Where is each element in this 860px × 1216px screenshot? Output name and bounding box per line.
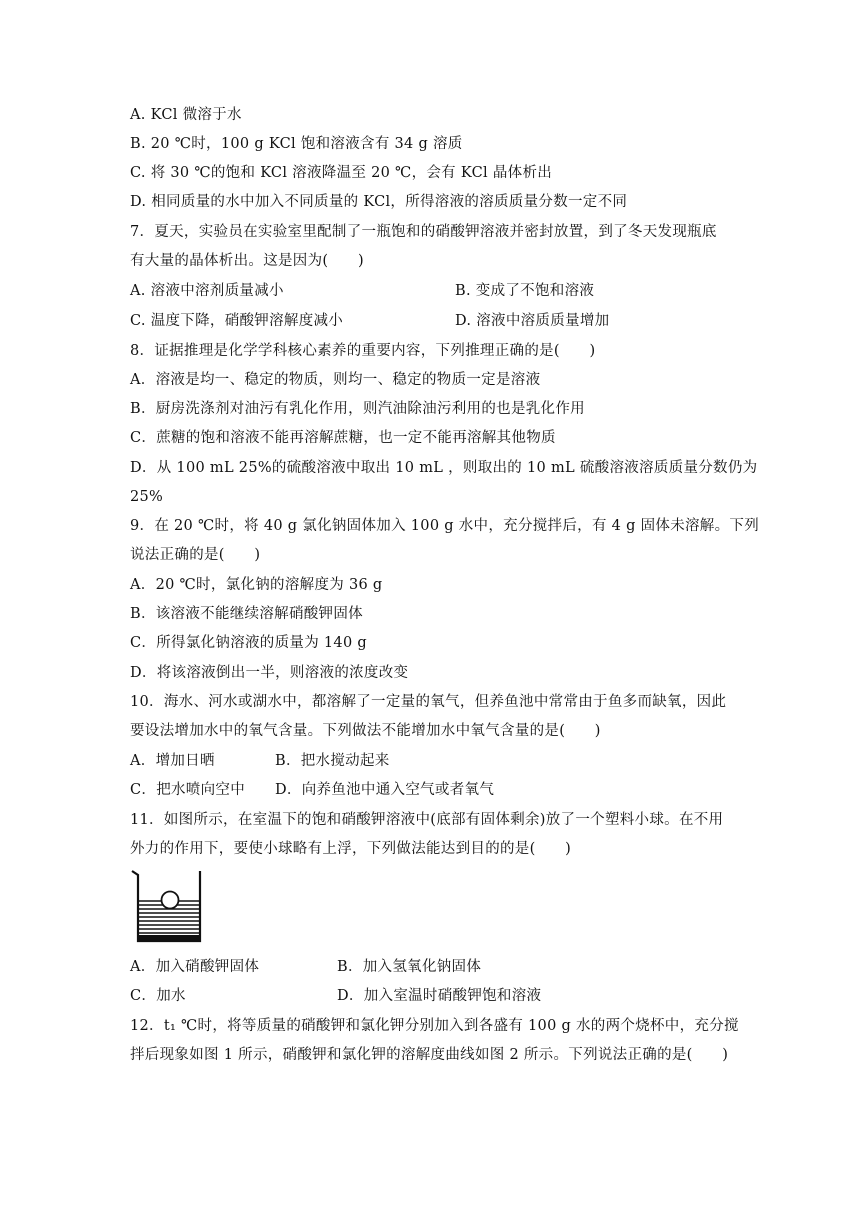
- q8-option-a: A．溶液是均一、稳定的物质，则均一、稳定的物质一定是溶液: [130, 372, 541, 388]
- q11-option-c: C．加水: [130, 988, 186, 1004]
- q11-stem-line1: 11．如图所示，在室温下的饱和硝酸钾溶液中(底部有固体剩余)放了一个塑料小球。在不用: [130, 812, 724, 828]
- plastic-ball: [162, 892, 179, 909]
- q7-option-d: D. 溶液中溶质质量增加: [455, 313, 610, 329]
- q11-stem-line2: 外力的作用下，要使小球略有上浮，下列做法能达到目的的是( ): [130, 841, 572, 857]
- q7-option-b: B. 变成了不饱和溶液: [455, 283, 595, 299]
- q8-option-b: B．厨房洗涤剂对油污有乳化作用，则汽油除油污利用的也是乳化作用: [130, 401, 585, 417]
- q10-option-c: C．把水喷向空中: [130, 782, 245, 798]
- q10-option-b: B．把水搅动起来: [275, 753, 390, 769]
- q8-option-d-line2: 25%: [130, 489, 164, 505]
- q9-option-a: A．20 ℃时，氯化钠的溶解度为 36 g: [130, 577, 383, 593]
- beaker-figure: [130, 869, 204, 943]
- q7-stem-line2: 有大量的晶体析出。这是因为( ): [130, 253, 364, 269]
- q9-stem-line2: 说法正确的是( ): [130, 547, 261, 563]
- q10-stem-line2: 要设法增加水中的氧气含量。下列做法不能增加水中氧气含量的是( ): [130, 723, 601, 739]
- q7-option-a: A. 溶液中溶剂质量减小: [130, 283, 284, 299]
- q11-option-a: A．加入硝酸钾固体: [130, 959, 260, 975]
- q8-option-c: C．蔗糖的饱和溶液不能再溶解蔗糖，也一定不能再溶解其他物质: [130, 430, 556, 446]
- solid-residue: [139, 935, 199, 941]
- q6-option-d: D. 相同质量的水中加入不同质量的 KCl，所得溶液的溶质质量分数一定不同: [130, 194, 628, 210]
- q9-option-c: C．所得氯化钠溶液的质量为 140 g: [130, 635, 367, 651]
- q7-option-c: C. 温度下降，硝酸钾溶解度减小: [130, 313, 344, 329]
- q11-option-b: B．加入氢氧化钠固体: [337, 959, 482, 975]
- q7-stem-line1: 7．夏天，实验员在实验室里配制了一瓶饱和的硝酸钾溶液并密封放置，到了冬天发现瓶底: [130, 224, 717, 240]
- q6-option-b: B. 20 ℃时，100 g KCl 饱和溶液含有 34 g 溶质: [130, 136, 463, 152]
- q9-option-b: B．该溶液不能继续溶解硝酸钾固体: [130, 606, 363, 622]
- q9-stem-line1: 9．在 20 ℃时，将 40 g 氯化钠固体加入 100 g 水中，充分搅拌后，有 4 g 固体未溶解。下列: [130, 518, 759, 534]
- q8-stem: 8．证据推理是化学学科核心素养的重要内容，下列推理正确的是( ): [130, 343, 596, 359]
- q6-option-c: C. 将 30 ℃的饱和 KCl 溶液降温至 20 ℃，会有 KCl 晶体析出: [130, 165, 553, 181]
- q10-stem-line1: 10．海水、河水或湖水中，都溶解了一定量的氧气，但养鱼池中常常由于鱼多而缺氧，因此: [130, 694, 727, 710]
- q12-stem-line2: 拌后现象如图 1 所示，硝酸钾和氯化钾的溶解度曲线如图 2 所示。下列说法正确的是( ): [130, 1047, 729, 1063]
- q11-option-d: D．加入室温时硝酸钾饱和溶液: [337, 988, 542, 1004]
- q12-stem-line1: 12．t₁ ℃时，将等质量的硝酸钾和氯化钾分别加入到各盛有 100 g 水的两个烧杯中，充分搅: [130, 1018, 739, 1034]
- q6-option-a: A. KCl 微溶于水: [130, 107, 242, 123]
- q9-option-d: D．将该溶液倒出一半，则溶液的浓度改变: [130, 665, 409, 681]
- q8-option-d-line1: D．从 100 mL 25%的硫酸溶液中取出 10 mL ，则取出的 10 mL 硫酸溶液溶质质量分数仍为: [130, 460, 758, 476]
- q10-option-a: A．增加日晒: [130, 753, 215, 769]
- q10-option-d: D．向养鱼池中通入空气或者氧气: [275, 782, 495, 798]
